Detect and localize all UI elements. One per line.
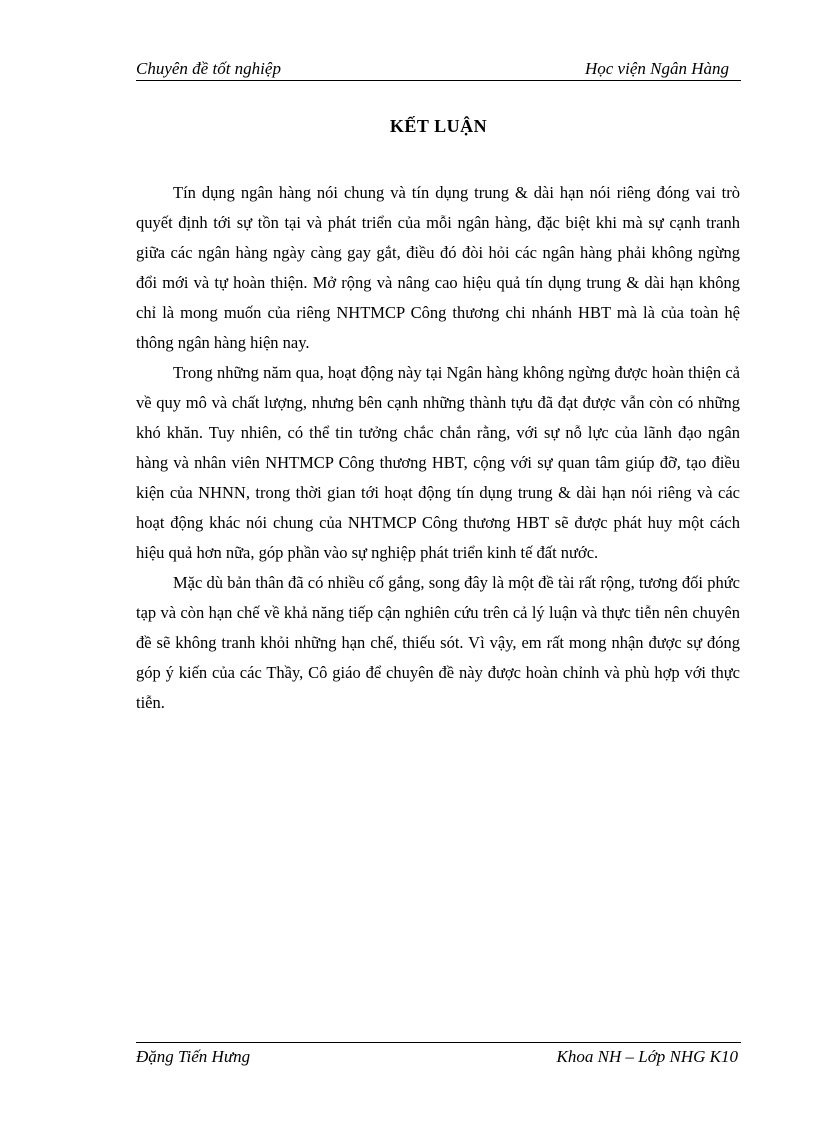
page-title: KẾT LUẬN xyxy=(389,116,488,136)
paragraph-2: Trong những năm qua, hoạt động này tại Ngân hàng không ngừng được hoàn thiện cả về quy mô và chất lượng, nhưng bên cạnh những thành tựu đã đạt được vẫn còn có những khó khăn. Tuy nhiên, có thể tin tưởng chắc chắn rằng, với sự nỗ lực của lãnh đạo ngân hàng và nhân viên NHTMCP Công thương HBT, cộng với sự quan tâm giúp đỡ, tạo điều kiện của NHNN, trong thời gian tới hoạt động tín dụng trung & dài hạn nói riêng và các hoạt động khác nói chung của NHTMCP Công thương HBT sẽ được phát huy một cách hiệu quả hơn nữa, góp phần vào sự nghiệp phát triển kinh tế đất nước. xyxy=(136,363,740,562)
paragraph-1: Tín dụng ngân hàng nói chung và tín dụng trung & dài hạn nói riêng đóng vai trò quyết định tới sự tồn tại và phát triển của mỗi ngân hàng, đặc biệt khi mà sự cạnh tranh giữa các ngân hàng ngày càng gay gắt, điều đó đòi hỏi các ngân hàng phải không ngừng đổi mới và tự hoàn thiện. Mở rộng và nâng cao hiệu quả tín dụng trung & dài hạn không chỉ là mong muốn của riêng NHTMCP Công thương chi nhánh HBT mà là của toàn hệ thông ngân hàng hiện nay. xyxy=(136,183,740,352)
page-footer xyxy=(136,1042,741,1069)
header-institution: Học viện Ngân Hàng xyxy=(584,59,729,78)
header-document-type: Chuyên đề tốt nghiệp xyxy=(136,59,281,78)
footer-class: Khoa NH – Lớp NHG K10 xyxy=(556,1047,738,1066)
paragraph-3: Mặc dù bản thân đã có nhiều cố gắng, song đây là một đề tài rất rộng, tương đối phức tạp và còn hạn chế về khả năng tiếp cận nghiên cứu trên cả lý luận và thực tiễn nên chuyên đề sẽ không tranh khỏi những hạn chế, thiếu sót. Vì vậy, em rất mong nhận được sự đóng góp ý kiến của các Thầy, Cô giáo để chuyên đề này được hoàn chỉnh và phù hợp với thực tiễn. xyxy=(136,573,740,712)
page-header xyxy=(136,56,741,81)
footer-author: Đặng Tiến Hưng xyxy=(136,1047,251,1066)
document-body xyxy=(136,178,740,718)
